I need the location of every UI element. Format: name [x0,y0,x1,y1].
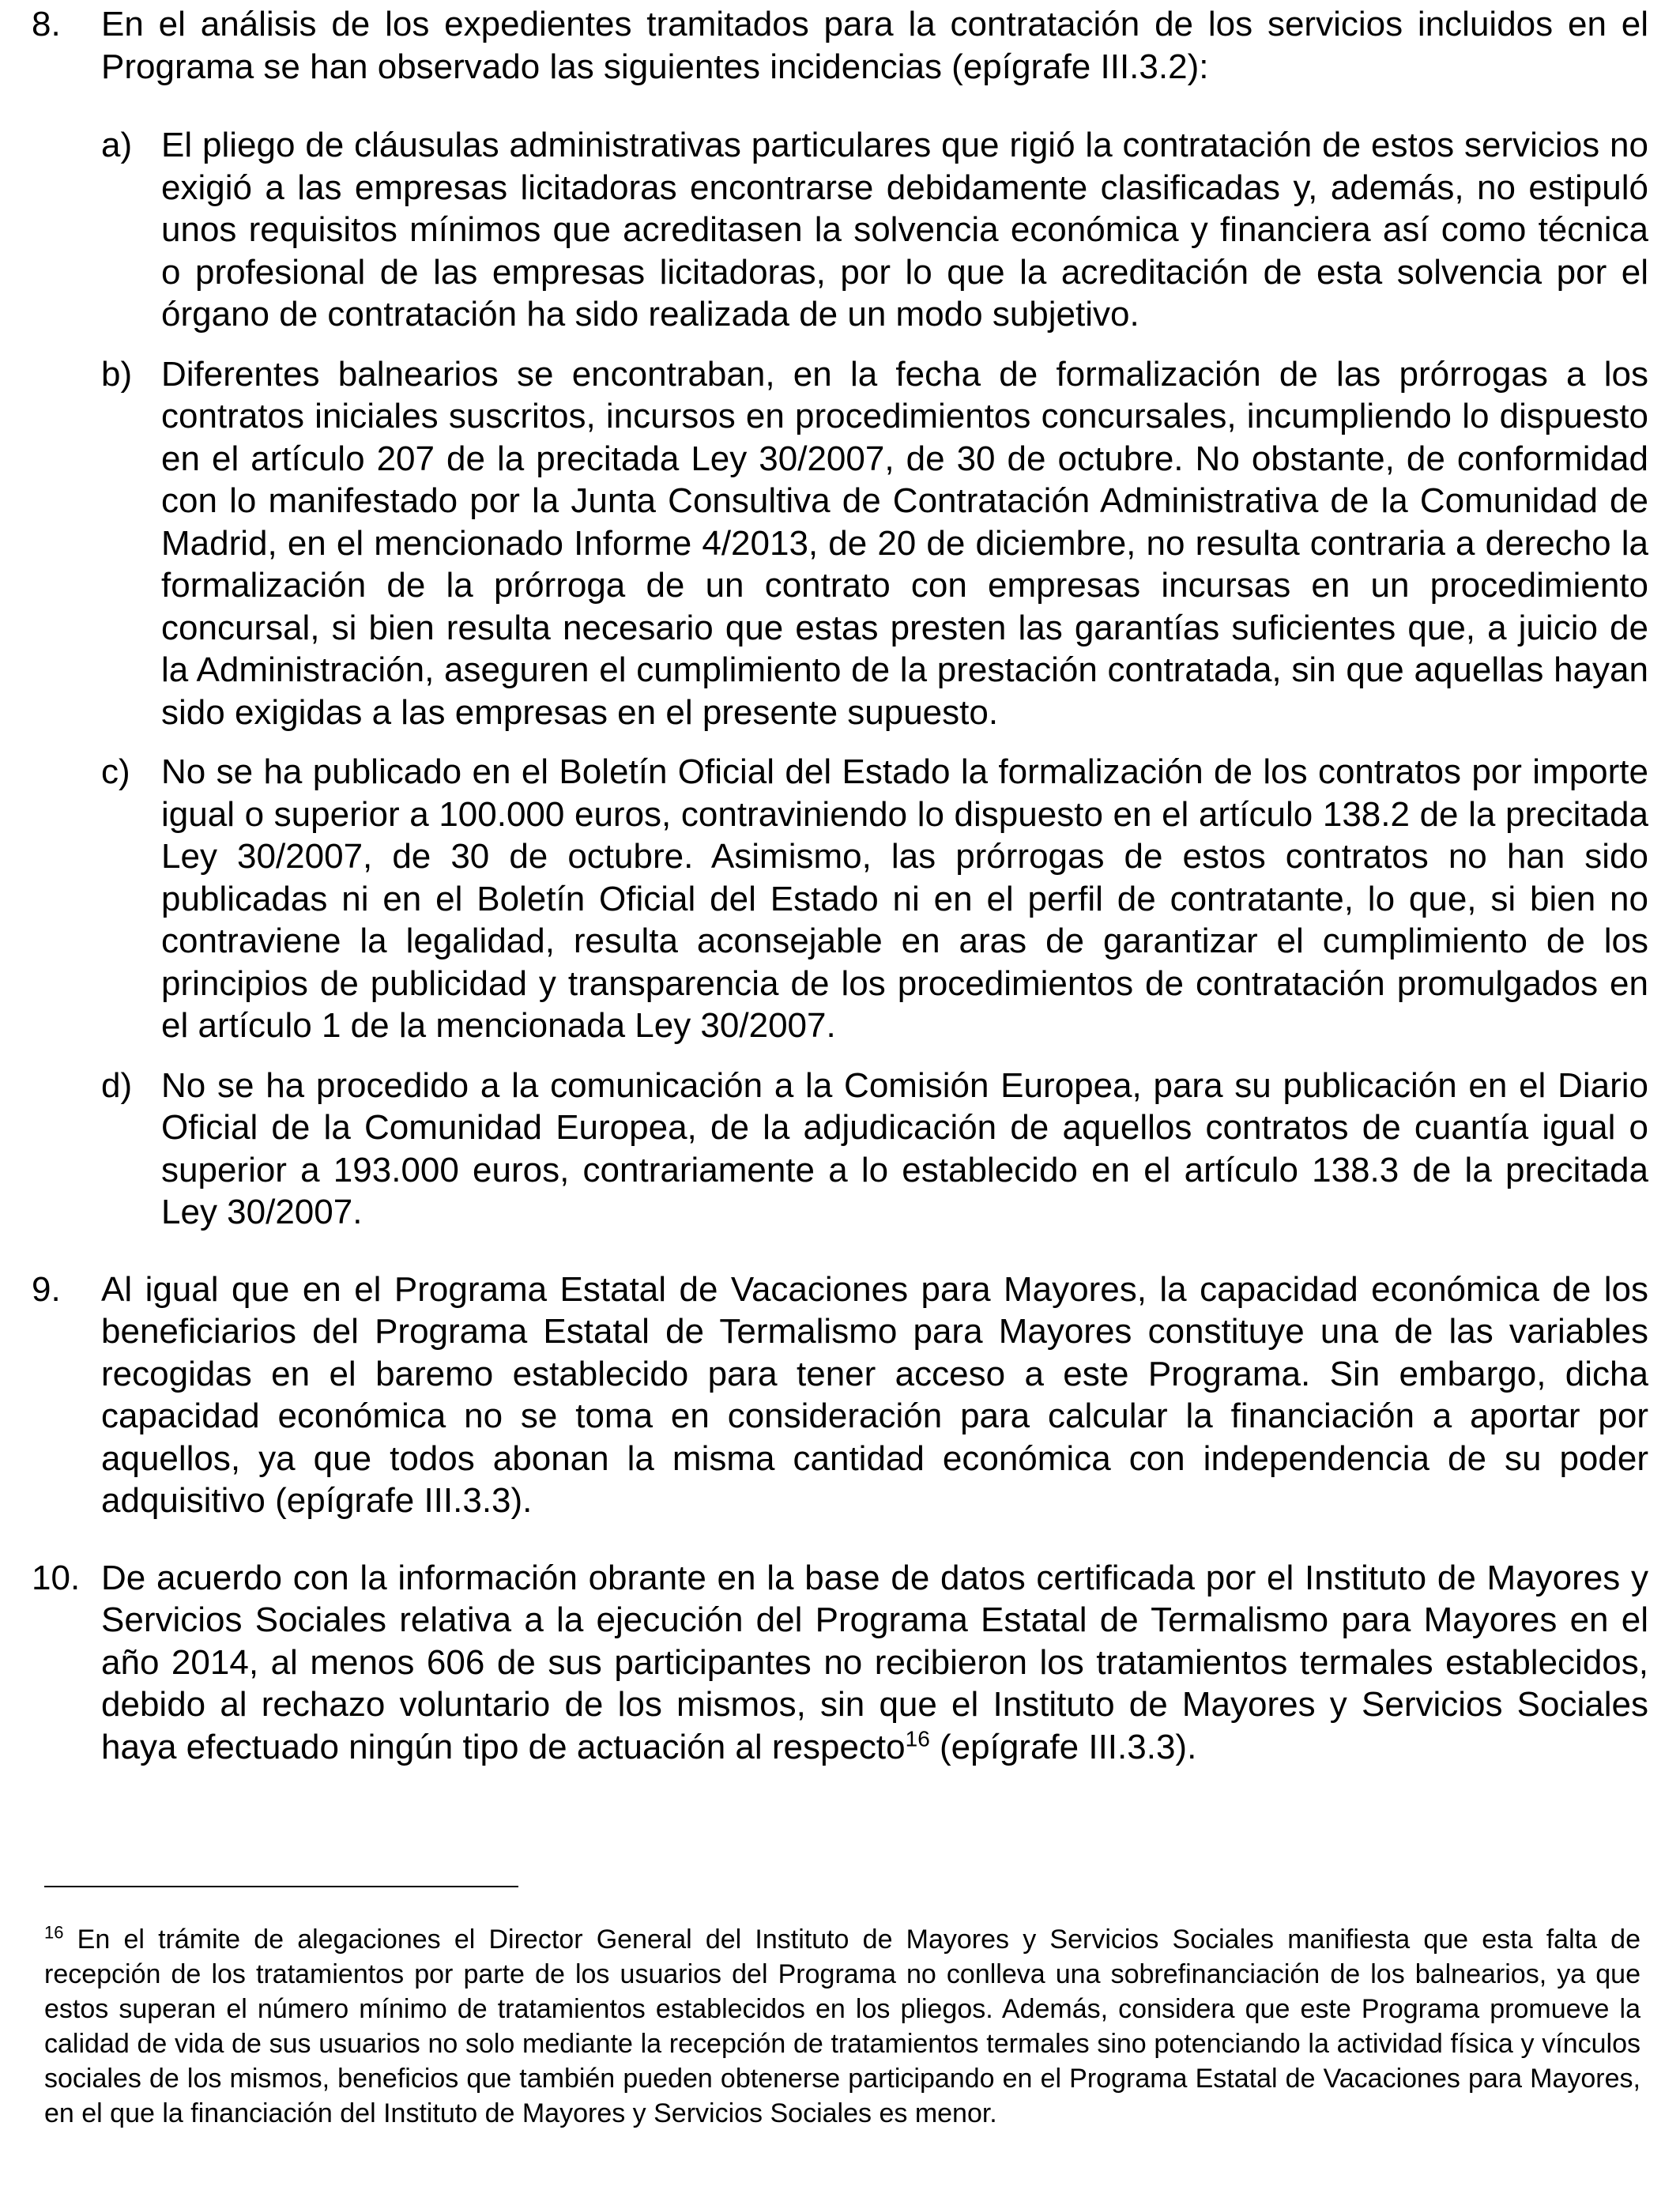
sub-item-letter: a) [101,126,133,164]
item-number: 10. [32,1558,81,1597]
footnote-reference[interactable]: 16 [905,1725,930,1751]
list-item-10 [32,1557,1648,1769]
sub-list [101,124,1648,1234]
footnote-marker: 16 [44,1922,64,1943]
sub-item-text: El pliego de cláusulas administrativas particulares que rigió la contratación de estos servicios no exigió a las empresas licitadoras encontrarse debidamente clasificadas y, además, no estipuló unos requisitos mínimos que acreditasen la solvencia económica y financiera así como técnica o profesional de las empresas licitadoras, por lo que la acreditación de esta solvencia por el órgano de contratación ha sido realizada de un modo subjetivo. [161,126,1648,334]
item-text: En el análisis de los expedientes tramitados para la contratación de los servicios incluidos en el Programa se han observado las siguientes incidencias (epígrafe III.3.2): [101,5,1648,86]
sub-item-text: Diferentes balnearios se encontraban, en la fecha de formalización de las prórrogas a los contratos iniciales suscritos, incursos en procedimientos concursales, incumpliendo lo dispuesto en el artículo 207 de la precitada Ley 30/2007, de 30 de octubre. No obstante, de conformidad con lo manifestado por la Junta Consultiva de Contratación Administrativa de la Comunidad de Madrid, en el mencionado Informe 4/2013, de 20 de diciembre, no resulta contraria a derecho la formalización de la prórroga de un contrato con empresas incursas en un procedimiento concursal, si bien resulta necesario que estas presten las garantías suficientes que, a juicio de la Administración, aseguren el cumplimiento de la prestación contratada, sin que aquellas hayan sido exigidas a las empresas en el presente supuesto. [161,354,1648,732]
item-number: 9. [32,1269,61,1309]
item-number: 8. [32,5,61,43]
conclusions-list [32,3,1648,1768]
sub-item-text: No se ha procedido a la comunicación a la Comisión Europea, para su publicación en el Diario Oficial de la Comunidad Europea, de la adjudicación de aquellos contratos de cuantía igual o superior a 193.000 euros, contrariamente a lo establecido en el artículo 138.3 de la precitada Ley 30/2007. [161,1065,1648,1231]
sub-item-letter: c) [101,752,130,791]
sub-item-a [101,124,1648,336]
sub-item-letter: b) [101,354,133,394]
sub-item-text: No se ha publicado en el Boletín Oficial del Estado la formalización de los contratos por importe igual o superior a 100.000 euros, contraviniendo lo dispuesto en el artículo 138.2 de la precitada Ley 30/2007, de 30 de octubre. Asimismo, las prórrogas de estos contratos no han sido publicadas ni en el Boletín Oficial del Estado ni en el perfil de contratante, lo que, si bien no contraviene la legalidad, resulta aconsejable en aras de garantizar el cumplimiento de los principios de publicidad y transparencia de los procedimientos de contratación promulgados en el artículo 1 de la mencionada Ley 30/2007. [161,752,1648,1045]
footnote-16 [44,1922,1640,2131]
item-text: Al igual que en el Programa Estatal de Vacaciones para Mayores, la capacidad económica de los beneficiarios del Programa Estatal de Termalismo para Mayores constituye una de las variables recogidas en el baremo establecido para tener acceso a este Programa. Sin embargo, dicha capacidad económica no se toma en consideración para calcular la financiación a aportar por aquellos, ya que todos abonan la misma cantidad económica con independencia de su poder adquisitivo (epígrafe III.3.3). [101,1269,1648,1520]
sub-item-b [101,353,1648,734]
sub-item-d [101,1065,1648,1234]
footnote-text: En el trámite de alegaciones el Director General del Instituto de Mayores y Servicios Sociales manifiesta que esta falta de recepción de los tratamientos por parte de los usuarios del Programa no conlleva una sobrefinanciación de los balnearios, ya que estos superan el número mínimo de tratamientos establecidos en los pliegos. Además, considera que este Programa promueve la calidad de vida de sus usuarios no solo mediante la recepción de tratamientos termales sino potenciando la actividad física y vínculos sociales de los mismos, beneficios que también pueden obtenerse participando en el Programa Estatal de Vacaciones para Mayores, en el que la financiación del Instituto de Mayores y Servicios Sociales es menor. [44,1924,1640,2128]
list-item-8 [32,3,1648,1234]
item-text-tail: (epígrafe III.3.3). [929,1727,1197,1766]
sub-item-c [101,751,1648,1047]
list-item-9 [32,1269,1648,1522]
footnote-separator [44,1886,518,1887]
item-text [101,1557,1648,1769]
sub-item-letter: d) [101,1065,133,1105]
item-text-main: De acuerdo con la información obrante en la base de datos certificada por el Instituto de Mayores y Servicios Sociales relativa a la ejecución del Programa Estatal de Termalismo para Mayores en el año 2014, al menos 606 de sus participantes no recibieron los tratamientos termales establecidos, debido al rechazo voluntario de los mismos, sin que el Instituto de Mayores y Servicios Sociales haya efectuado ningún tipo de actuación al respecto [101,1558,1648,1766]
